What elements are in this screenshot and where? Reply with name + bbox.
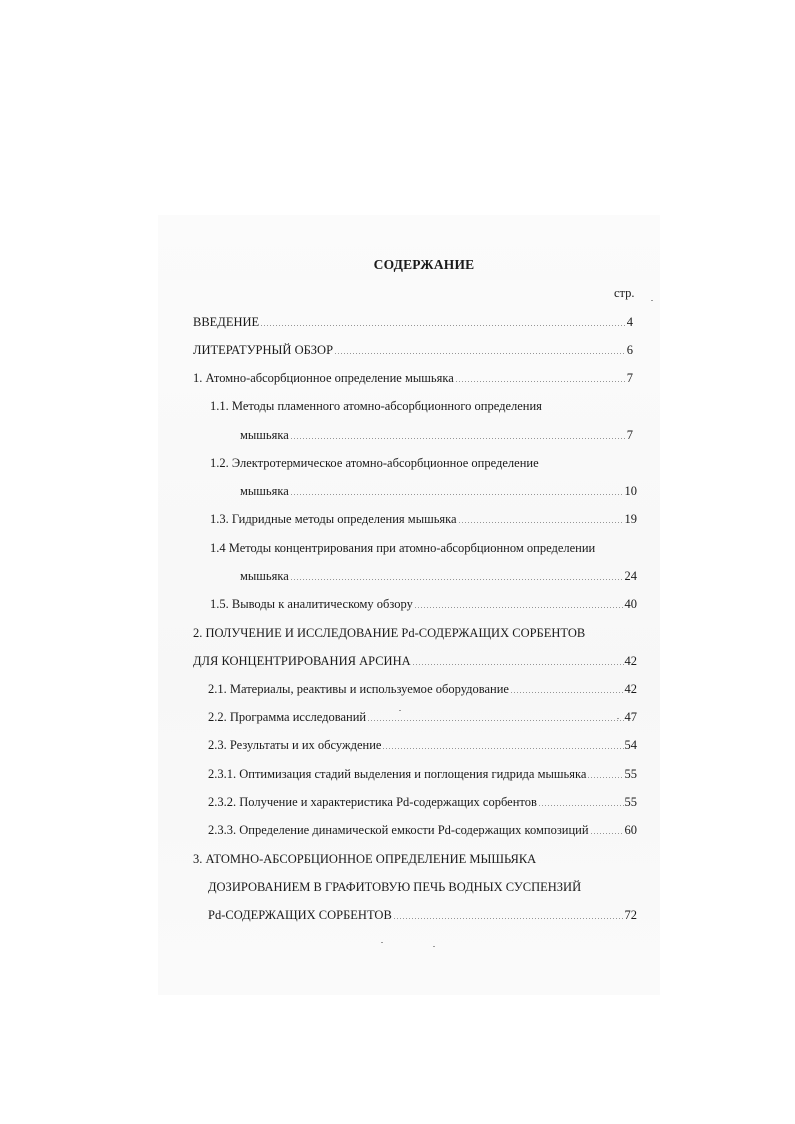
toc-entry-text: 2.3. Результаты и их обсуждение [208,738,382,752]
toc-entry-page: 7 [626,428,633,442]
page-title: СОДЕРЖАНИЕ [373,257,475,272]
toc-entry-text: 1. Атомно-абсорбционное определение мышьяка [193,371,454,385]
toc-entry[interactable] [210,540,595,556]
toc-entry-text: ЛИТЕРАТУРНЫЙ ОБЗОР [193,343,334,357]
dot-leader [290,579,624,580]
toc-entry-page: 19 [624,512,637,526]
toc-entry-text: ДЛЯ КОНЦЕНТРИРОВАНИЯ АРСИНА [193,654,411,668]
toc-entry[interactable] [210,455,539,471]
dot-leader [587,777,623,778]
toc-entry-page: 24 [624,569,637,583]
toc-entry[interactable] [208,794,637,810]
toc-entry-page: 54 [624,738,637,752]
toc-entry-continuation[interactable] [240,568,637,584]
scan-speck [651,300,653,301]
toc-entry[interactable] [193,851,536,867]
scan-speck [617,718,619,719]
toc-entry-continuation[interactable] [240,483,637,499]
toc-entry[interactable] [208,766,637,782]
dot-leader [455,381,626,382]
toc-entry-text: 3. АТОМНО-АБСОРБЦИОННОЕ ОПРЕДЕЛЕНИЕ МЫШЬЯКА [193,852,537,866]
scan-speck [381,942,383,943]
toc-entry-page: 42 [624,654,637,668]
toc-entry-text: 2.3.1. Оптимизация стадий выделения и поглощения гидрида мышьяка [208,767,587,781]
toc-entry[interactable] [208,681,637,697]
toc-entry[interactable] [210,596,637,612]
toc-entry-page: 4 [626,315,633,329]
dot-leader [414,607,624,608]
toc-entry-text: мышьяка [240,428,289,442]
toc-entry-continuation[interactable] [208,907,637,923]
dot-leader [412,664,624,665]
toc-entry-text: 1.2. Электротермическое атомно-абсорбционное определение [210,456,539,470]
dot-leader [590,833,624,834]
toc-entry[interactable] [193,370,633,386]
toc-entry-text: мышьяка [240,484,289,498]
dot-leader [382,748,623,749]
toc-entry[interactable] [193,342,633,358]
dot-leader [334,353,626,354]
toc-entry-continuation[interactable] [240,427,633,443]
page-column-label: стр. [614,286,635,300]
toc-entry-page: 60 [624,823,637,837]
dot-leader [367,720,623,721]
toc-entry-page: 40 [624,597,637,611]
toc-entry-text: 2.2. Программа исследований [208,710,367,724]
toc-entry-page: 55 [624,767,637,781]
toc-entry-text: ДОЗИРОВАНИЕМ В ГРАФИТОВУЮ ПЕЧЬ ВОДНЫХ СУСПЕНЗИЙ [208,880,582,894]
toc-entry-text: 2.3.3. Определение динамической емкости Pd-содержащих композиций [208,823,589,837]
toc-entry-continuation[interactable] [193,653,637,669]
toc-entry[interactable] [210,398,542,414]
dot-leader [260,325,626,326]
scan-speck [399,710,401,711]
toc-entry-page: 42 [624,682,637,696]
toc-entry-text: 1.4 Методы концентрирования при атомно-абсорбционном определении [210,541,596,555]
toc-entry-continuation[interactable] [208,879,581,895]
toc-entry-text: 2.1. Материалы, реактивы и используемое оборудование [208,682,509,696]
toc-entry-text: 2. ПОЛУЧЕНИЕ И ИССЛЕДОВАНИЕ Pd-СОДЕРЖАЩИХ СОРБЕНТОВ [193,626,586,640]
toc-entry-text: 2.3.2. Получение и характеристика Pd-содержащих сорбентов [208,795,537,809]
toc-entry-page: 72 [624,908,637,922]
toc-entry-text: 1.5. Выводы к аналитическому обзору [210,597,413,611]
dot-leader [458,522,624,523]
toc-entry[interactable] [193,625,585,641]
toc-entry-page: 7 [626,371,633,385]
toc-entry[interactable] [208,822,637,838]
toc-entry-text: ВВЕДЕНИЕ [193,315,260,329]
toc-entry-page: 47 [624,710,637,724]
toc-entry[interactable] [208,709,637,725]
dot-leader [510,692,624,693]
dot-leader [290,438,626,439]
toc-entry-text: мышьяка [240,569,289,583]
toc-entry-page: 55 [624,795,637,809]
dot-leader [290,494,624,495]
toc-entry[interactable] [208,737,637,753]
toc-entry[interactable] [210,511,637,527]
toc-entry-page: 6 [626,343,633,357]
dot-leader [393,918,624,919]
dot-leader [538,805,624,806]
toc-entry[interactable] [193,314,633,330]
scan-speck [433,946,435,947]
toc-entry-page: 10 [624,484,637,498]
toc-entry-text: 1.1. Методы пламенного атомно-абсорбционного определения [210,399,542,413]
toc-entry-text: Pd-СОДЕРЖАЩИХ СОРБЕНТОВ [208,908,392,922]
toc-entry-text: 1.3. Гидридные методы определения мышьяка [210,512,457,526]
